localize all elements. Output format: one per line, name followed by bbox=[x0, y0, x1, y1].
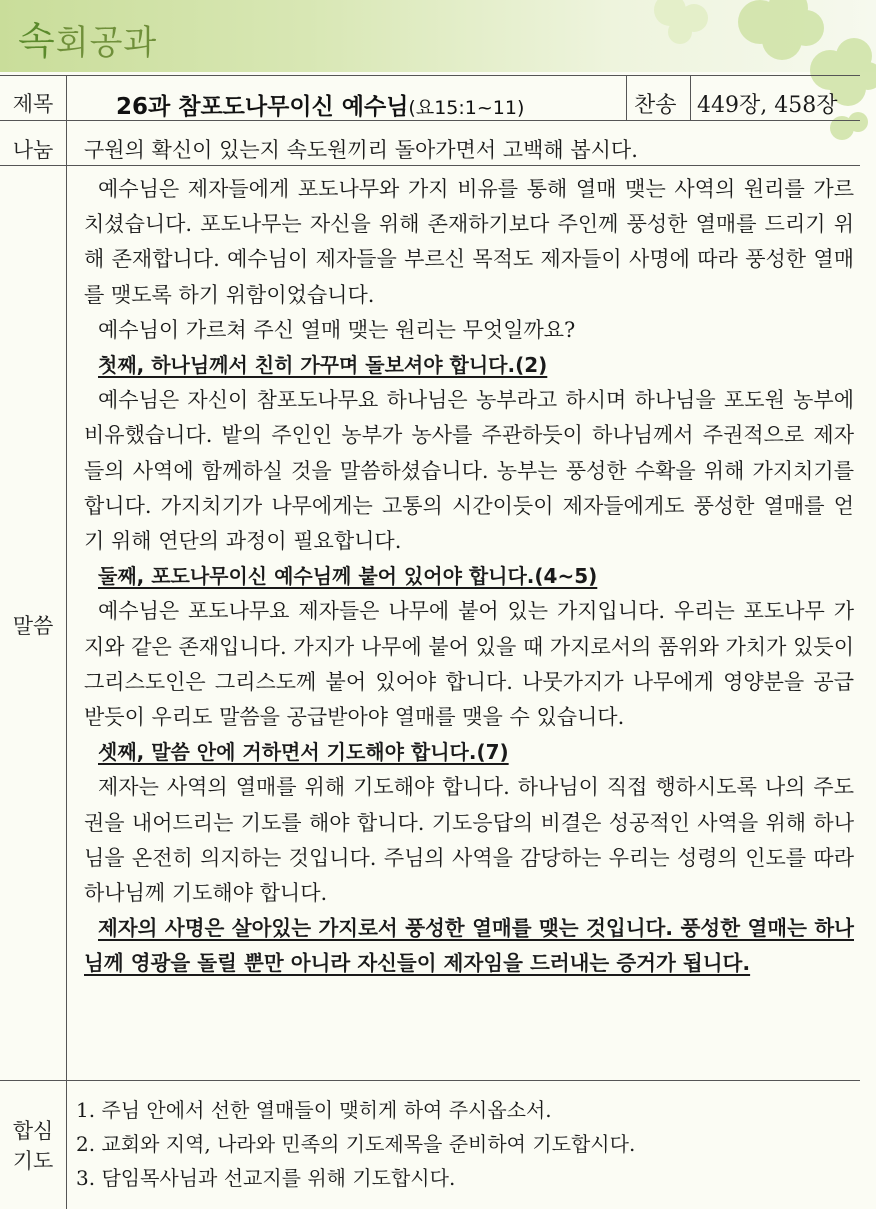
point-text-3: 제자는 사역의 열매를 위해 기도해야 합니다. 하나님이 직접 행하시도록 나의 주도권을 내어드리는 기도를 해야 합니다. 기도응답의 비결은 성공적인 사역을 위해 하나님을 온전히 의지하는 것입니다. 주님의 사역을 감당하는 우리는 성령의 인도를 따라 하나님께 기도해야 합니다. bbox=[84, 775, 854, 906]
share-text: 구원의 확신이 있는지 속도원끼리 돌아가면서 고백해 봅시다. bbox=[84, 138, 638, 162]
word-label: 말씀 bbox=[12, 614, 54, 638]
lesson-title-main: 26과 참포도나무이신 예수님 bbox=[116, 94, 409, 120]
label-column-divider bbox=[66, 75, 67, 1209]
share-label: 나눔 bbox=[12, 138, 54, 162]
hymn-label: 찬송 bbox=[634, 93, 677, 118]
point-text-2: 예수님은 포도나무요 제자들은 나무에 붙어 있는 가지입니다. 우리는 포도나무 가지와 같은 존재입니다. 가지가 나무에 붙어 있을 때 가지로서의 품위와 가치가 있듯이 그리스도인은 그리스도께 붙어 있어야 합니다. 나뭇가지가 나무에게 영양분을 공급받듯이 우리도 말씀을 공급받아야 열매를 맺을 수 있습니다. bbox=[84, 599, 854, 730]
table-border-top bbox=[0, 75, 860, 76]
prayer-label-line1: 합심 bbox=[12, 1119, 54, 1143]
word-question: 예수님이 가르쳐 주신 열매 맺는 원리는 무엇일까요? bbox=[98, 317, 576, 342]
prayer-label bbox=[0, 1116, 66, 1176]
banner-title-rest: 회공과 bbox=[55, 23, 158, 63]
point-heading-3: 셋째, 말씀 안에 거하면서 기도해야 합니다.(7) bbox=[98, 740, 509, 765]
point-heading-2: 둘째, 포도나무이신 예수님께 붙어 있어야 합니다.(4~5) bbox=[98, 564, 598, 589]
prayer-list bbox=[76, 1093, 635, 1195]
hymn-value: 449장, 458장 bbox=[697, 93, 838, 118]
lesson-title bbox=[116, 88, 524, 121]
word-body bbox=[84, 172, 854, 982]
prayer-item-3: 3. 담임목사님과 선교지를 위해 기도합시다. bbox=[76, 1166, 456, 1190]
hymn-divider-right bbox=[690, 75, 691, 120]
point-text-1: 예수님은 자신이 참포도나무요 하나님은 농부라고 하시며 하나님을 포도원 농부에 비유했습니다. 밭의 주인인 농부가 농사를 주관하듯이 하나님께서 주권적으로 제자들의 사역에 함께하실 것을 말씀하셨습니다. 농부는 풍성한 수확을 위해 가지치기를 합니다. 가지치기가 나무에게는 고통의 시간이듯이 제자들에게도 풍성한 열매를 얻기 위해 연단의 과정이 필요합니다. bbox=[84, 388, 854, 554]
banner-title-first: 속 bbox=[18, 19, 56, 63]
hymn-divider-left bbox=[626, 75, 627, 120]
table-divider bbox=[0, 165, 860, 166]
point-heading-1: 첫째, 하나님께서 친히 가꾸며 돌보셔야 합니다.(2) bbox=[98, 353, 548, 378]
banner-title bbox=[18, 10, 157, 65]
prayer-label-line2: 기도 bbox=[12, 1149, 54, 1173]
table-divider bbox=[0, 1080, 860, 1081]
lesson-scripture-ref: (요15:1~11) bbox=[408, 97, 525, 119]
subject-label: 제목 bbox=[12, 92, 54, 116]
prayer-item-2: 2. 교회와 지역, 나라와 민족의 기도제목을 준비하여 기도합시다. bbox=[76, 1132, 636, 1156]
word-conclusion: 제자의 사명은 살아있는 가지로서 풍성한 열매를 맺는 것입니다. 풍성한 열매는 하나님께 영광을 돌릴 뿐만 아니라 자신들이 제자임을 드러내는 증거가 됩니다. bbox=[84, 916, 854, 976]
word-intro: 예수님은 제자들에게 포도나무와 가지 비유를 통해 열매 맺는 사역의 원리를 가르치셨습니다. 포도나무는 자신을 위해 존재하기보다 주인께 풍성한 열매를 드리기 위해 존재합니다. 예수님이 제자들을 부르신 목적도 제자들이 사명에 따라 풍성한 열매를 맺도록 하기 위함이었습니다. bbox=[84, 177, 854, 307]
prayer-item-1: 1. 주님 안에서 선한 열매들이 맺히게 하여 주시옵소서. bbox=[76, 1098, 552, 1122]
